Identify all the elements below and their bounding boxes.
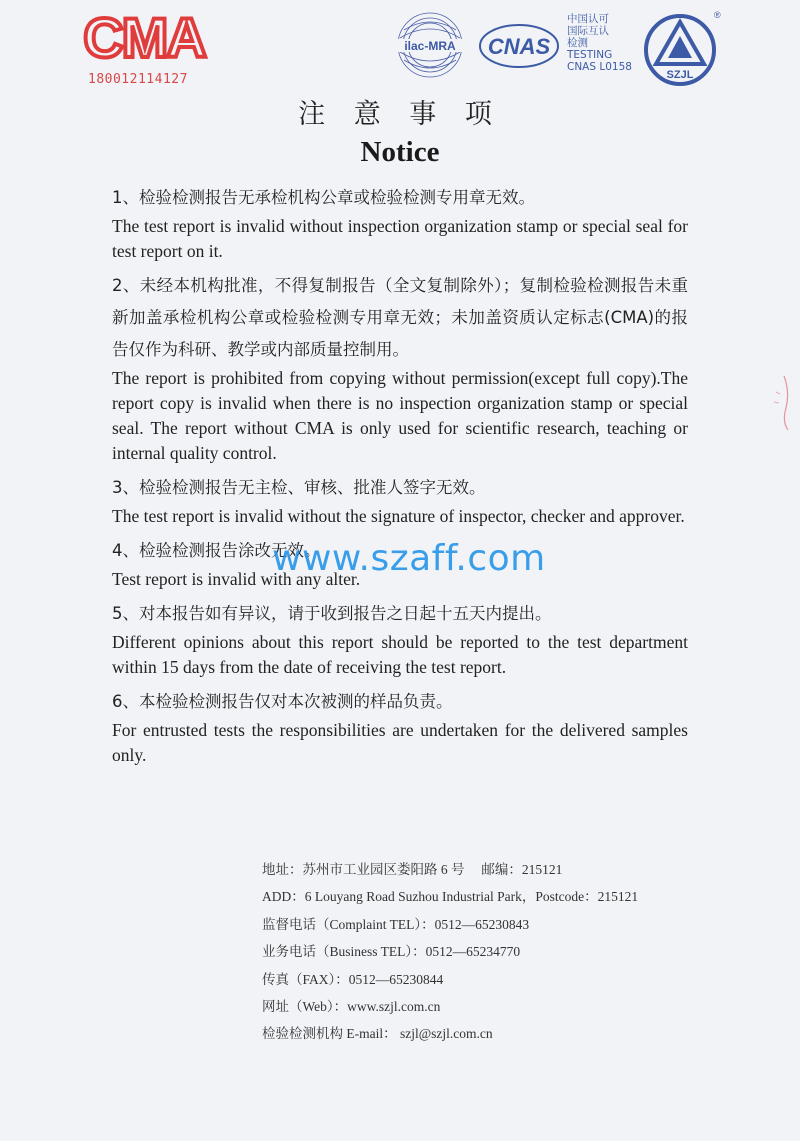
notice-item bbox=[112, 270, 688, 466]
ilac-mra-logo bbox=[390, 10, 470, 80]
cnas-caption bbox=[567, 13, 641, 73]
cnas-caption-line: 中国认可 bbox=[567, 13, 609, 25]
page-title-cn: 注 意 事 项 bbox=[298, 99, 502, 130]
cnas-caption-line: 检测 bbox=[567, 37, 588, 49]
website: 网址（Web）：www.szjl.com.cn bbox=[262, 999, 441, 1015]
notice-en: For entrusted tests the responsibilities are undertaken for the delivered samples only. bbox=[112, 720, 688, 765]
ilac-text: ilac-MRA bbox=[404, 39, 456, 53]
szjl-text: SZJL bbox=[666, 69, 694, 81]
notice-list bbox=[112, 182, 688, 774]
cnas-caption-line: CNAS L0158 bbox=[567, 61, 632, 73]
cnas-logo-text: CNAS bbox=[487, 34, 551, 59]
seal-trace bbox=[764, 372, 794, 432]
cnas-caption-line: 国际互认 bbox=[567, 25, 609, 37]
notice-item bbox=[112, 182, 688, 264]
notice-cn: 2、未经本机构批准，不得复制报告（全文复制除外）；复制检验检测报告未重新加盖承检机构公章或检验检测专用章无效；未加盖资质认定标志(CMA)的报告仅作为科研、教学或内部质量控制用。 bbox=[112, 276, 688, 359]
contact-block bbox=[262, 856, 702, 1048]
fax: 传真（FAX）：0512—65230844 bbox=[262, 971, 444, 987]
cma-number: 180012114127 bbox=[88, 72, 188, 87]
notice-en: The report is prohibited from copying without permission(except full copy).The report copy is invalid when there is no inspection organization stamp or special seal. The report without CMA is only used for scientific research, teaching or internal quality control. bbox=[112, 368, 688, 463]
notice-en: The test report is invalid without inspection organization stamp or special seal for test report on it. bbox=[112, 216, 688, 261]
notice-en: Different opinions about this report should be reported to the test department within 15 days from the date of receiving the test report. bbox=[112, 632, 688, 677]
cma-logo bbox=[82, 8, 214, 90]
cma-logo-text: CMA bbox=[83, 6, 205, 69]
notice-en: Test report is invalid with any alter. bbox=[112, 569, 361, 589]
address-cn: 地址：苏州市工业园区娄阳路 6 号 邮编：215121 bbox=[262, 862, 563, 877]
notice-en: The test report is invalid without the signature of inspector, checker and approver. bbox=[112, 506, 685, 526]
notice-item bbox=[112, 598, 688, 680]
notice-cn: 6、本检验检测报告仅对本次被测的样品负责。 bbox=[112, 692, 453, 711]
email: 检验检测机构 E-mail： szjl@szjl.com.cn bbox=[262, 1026, 493, 1042]
watermark-url: www.szaff.com bbox=[272, 538, 546, 579]
business-tel: 业务电话（Business TEL）：0512—65234770 bbox=[262, 944, 521, 960]
registered-mark: ® bbox=[714, 10, 721, 20]
notice-item bbox=[112, 686, 688, 768]
notice-cn: 4、检验检测报告涂改无效。 bbox=[112, 541, 321, 560]
address-en: ADD：6 Louyang Road Suzhou Industrial Park，Postcode：215121 bbox=[262, 889, 639, 905]
notice-cn: 5、对本报告如有异议，请于收到报告之日起十五天内提出。 bbox=[112, 604, 552, 623]
cnas-logo bbox=[478, 22, 560, 70]
notice-cn: 1、检验检测报告无承检机构公章或检验检测专用章无效。 bbox=[112, 188, 535, 207]
page-title-en: Notice bbox=[360, 136, 440, 168]
cnas-caption-line: TESTING bbox=[567, 49, 613, 61]
szjl-logo bbox=[642, 8, 722, 88]
notice-item bbox=[112, 472, 688, 529]
notice-cn: 3、检验检测报告无主检、审核、批准人签字无效。 bbox=[112, 478, 486, 497]
complaint-tel: 监督电话（Complaint TEL）：0512—65230843 bbox=[262, 916, 530, 932]
